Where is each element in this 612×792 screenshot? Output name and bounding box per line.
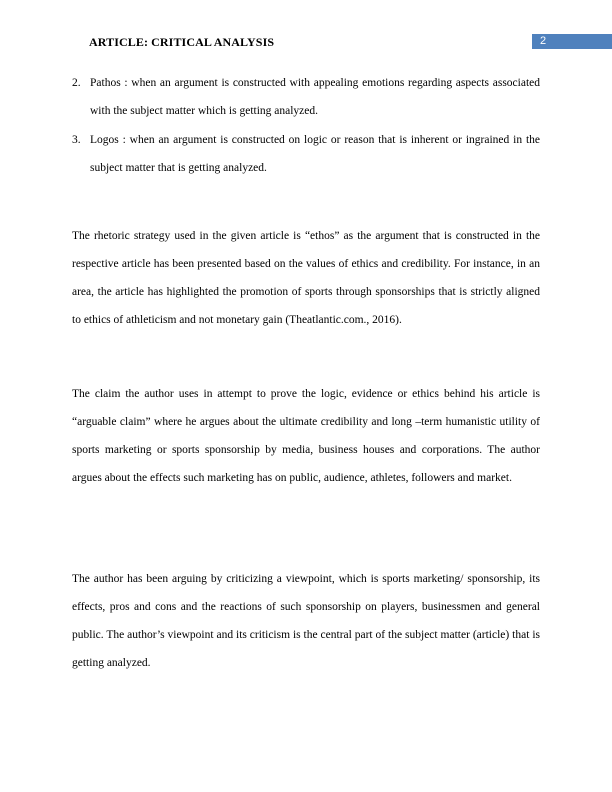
list-item	[72, 126, 540, 182]
list-item	[72, 69, 540, 125]
list-item-text: Logos : when an argument is constructed on logic or reason that is inherent or ingrained in the subject matter that is getting analyzed.	[90, 134, 540, 174]
page-number-badge	[532, 34, 612, 49]
paragraph-author-claim	[72, 380, 540, 492]
page-number: 2	[540, 35, 547, 47]
list-item-number: 2.	[72, 77, 81, 89]
paragraph-text: The author has been arguing by criticizing a viewpoint, which is sports marketing/ sponsorship, its effects, pros and cons and the reactions of such sponsorship on players, businessmen and general public. The author’s viewpoint and its criticism is the central part of the subject matter (article) that is getting analyzed.	[72, 573, 540, 669]
paragraph-author-argument	[72, 565, 540, 677]
paragraph-rhetoric-strategy	[72, 222, 540, 334]
list-item-number: 3.	[72, 134, 81, 146]
running-head-title: ARTICLE: CRITICAL ANALYSIS	[89, 35, 275, 49]
paragraph-text: The rhetoric strategy used in the given article is “ethos” as the argument that is constructed in the respective article has been presented based on the values of ethics and credibility. For instance, in an area, the article has highlighted the promotion of sports through sponsorships that is strictly aligned to ethics of athleticism and not monetary gain (Theatlantic.com., 2016).	[72, 230, 540, 326]
numbered-list	[72, 69, 540, 183]
list-item-text: Pathos : when an argument is constructed with appealing emotions regarding aspects associated with the subject matter which is getting analyzed.	[90, 77, 540, 117]
paragraph-text: The claim the author uses in attempt to prove the logic, evidence or ethics behind his article is “arguable claim” where he argues about the ultimate credibility and long –term humanistic utility of sports marketing or sports sponsorship by media, business houses and corporations. The author argues about the effects such marketing has on public, audience, athletes, followers and market.	[72, 388, 540, 484]
